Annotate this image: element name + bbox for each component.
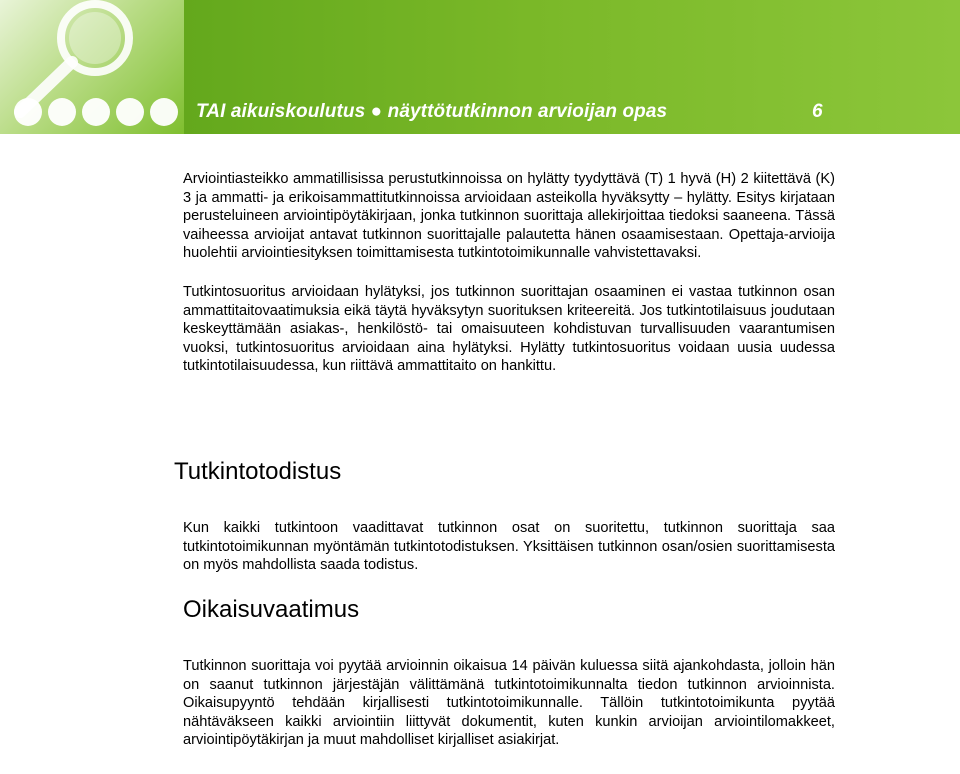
main-content	[183, 170, 835, 376]
paragraph-certificate: Kun kaikki tutkintoon vaadittavat tutkinnon osat on suoritettu, tutkinnon suorittaja saa tutkintotoimikunnan myöntämän tutkintotodistuksen. Yksittäisen tutkinnon osan/osien suorittamisesta on myös mahdollista saada todistus.	[183, 520, 835, 574]
circle-icon	[116, 98, 144, 126]
page-header-title: TAI aikuiskoulutus ● näyttötutkinnon arvioijan opas	[196, 101, 668, 122]
circle-icon	[14, 98, 42, 126]
circle-icon	[82, 98, 110, 126]
paragraph-assessment-scale: Arviointiasteikko ammatillisissa perustutkinnoissa on hylätty tyydyttävä (T) 1 hyvä (H) 2 kiitettävä (K) 3 ja ammatti- ja erikoisammattitutkinnoissa arvioidaan asteikolla hyväksytty – hylätty. Esitys kirjataan perusteluineen arviointipöytäkirjaan, jonka tutkinnon suorittaja allekirjoittaa tiedoksi saaneena. Tässä vaiheessa arvioijat antavat tutkinnon suorittajalle palautetta hänen osaamisestaan. Opettaja-arvioija huolehtii arviointiesityksen toimittamisesta tutkintotoimikunnalle vahvistettavaksi.	[183, 171, 835, 262]
circle-icon	[48, 98, 76, 126]
header-banner	[0, 0, 960, 134]
circle-icon	[150, 98, 178, 126]
page-number: 6	[812, 101, 823, 122]
section-heading-appeal: Oikaisuvaatimus	[183, 596, 360, 623]
paragraph-failed-performance: Tutkintosuoritus arvioidaan hylätyksi, jos tutkinnon suorittajan osaaminen ei vastaa tutkinnon osan ammattitaitovaatimuksia eikä täytä hyväksytyn suorituksen kriteereitä. Jos tutkintotilaisuus joudutaan keskeyttämään asiakas-, henkilöstö- tai omaisuuteen kohdistuvan turvallisuuden vaarantumisen vuoksi, tutkintosuoritus arvioidaan aina hylätyksi. Hylätty tutkintosuoritus voidaan uusia uudessa tutkintotilaisuudessa, kun riittävä ammattitaito on hankittu.	[183, 283, 835, 375]
circle-decoration	[14, 98, 178, 126]
section-heading-certificate: Tutkintotodistus	[174, 458, 342, 485]
paragraph-appeal: Tutkinnon suorittaja voi pyytää arvioinnin oikaisua 14 päivän kuluessa siitä ajankohdasta, jolloin hän on saanut tutkinnon järjestäjän välittämänä tutkintotoimikunnalta tiedon tutkinnon arvioinnista. Oikaisupyyntö tehdään kirjallisesti tutkintotoimikunnalle. Tällöin tutkintotoimikunta pyytää nähtäväkseen kaikki arviointiin liittyvät dokumentit, kuten kunkin arvioijan arviointilomakkeet, arviointipöytäkirjan ja muut mahdolliset kirjalliset asiakirjat.	[183, 658, 835, 749]
